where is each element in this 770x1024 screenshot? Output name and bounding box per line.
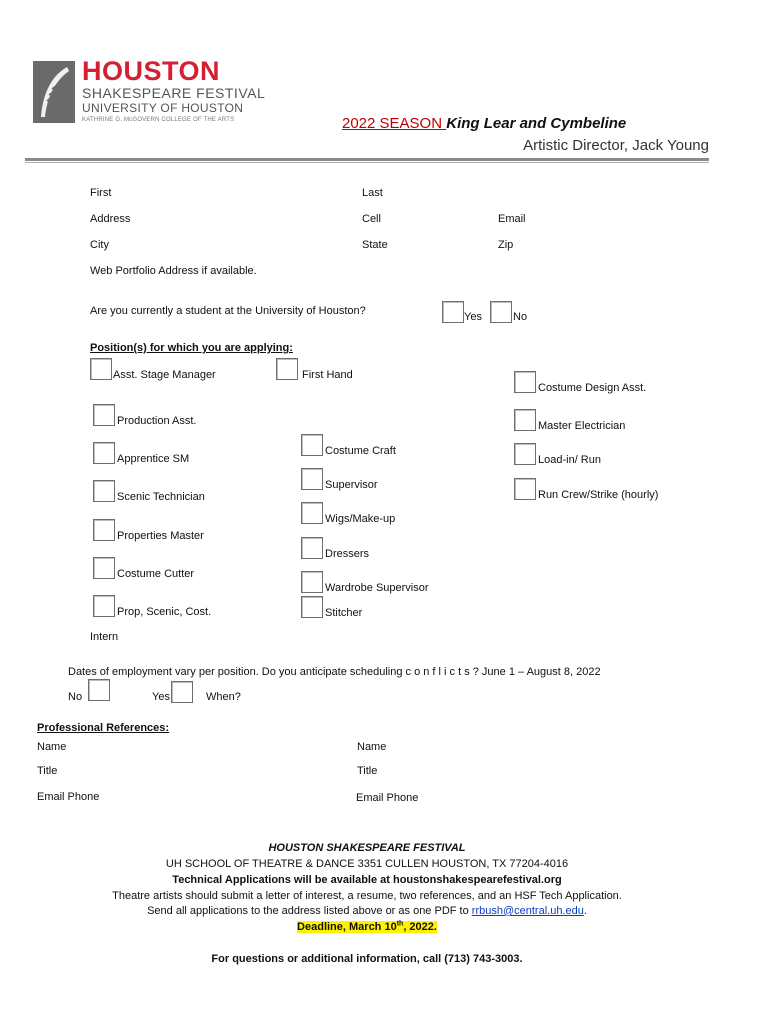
position-checkbox[interactable] bbox=[90, 358, 112, 380]
position-label: Costume Craft bbox=[325, 445, 396, 457]
footer-send-text: Send all applications to the address listed above or as one PDF to bbox=[147, 905, 472, 917]
first-name-field[interactable]: First bbox=[90, 187, 112, 199]
position-label: Wardrobe Supervisor bbox=[325, 582, 429, 594]
reference2-name-field[interactable]: Name bbox=[357, 741, 387, 753]
last-name-field[interactable]: Last bbox=[362, 187, 383, 199]
state-field[interactable]: State bbox=[362, 239, 388, 251]
deadline-text: Deadline, March 10 bbox=[297, 920, 397, 933]
deadline-sup: th bbox=[396, 920, 404, 927]
cell-field[interactable]: Cell bbox=[362, 213, 381, 225]
position-checkbox[interactable] bbox=[301, 502, 323, 524]
position-checkbox[interactable] bbox=[514, 478, 536, 500]
email-field[interactable]: Email bbox=[498, 213, 526, 225]
position-label-intern: Intern bbox=[90, 631, 119, 643]
position-checkbox[interactable] bbox=[301, 468, 323, 490]
position-checkbox[interactable] bbox=[276, 358, 298, 380]
position-checkbox[interactable] bbox=[301, 434, 323, 456]
conflict-no-label: No bbox=[68, 691, 83, 703]
footer-org: HOUSTON SHAKESPEARE FESTIVAL bbox=[268, 842, 466, 854]
position-label: First Hand bbox=[302, 369, 353, 381]
conflict-yes-checkbox[interactable] bbox=[171, 681, 193, 703]
reference1-title-field[interactable]: Title bbox=[37, 765, 58, 777]
logo-university: UNIVERSITY OF HOUSTON bbox=[82, 101, 244, 115]
position-label: Prop, Scenic, Cost. bbox=[117, 606, 212, 618]
positions-heading: Position(s) for which you are applying: bbox=[90, 342, 293, 354]
logo-title: HOUSTON bbox=[82, 56, 221, 86]
header-divider-thin bbox=[25, 162, 709, 163]
deadline bbox=[0, 920, 734, 933]
position-checkbox[interactable] bbox=[301, 596, 323, 618]
position-label: Production Asst. bbox=[117, 415, 197, 427]
student-yes-label: Yes bbox=[464, 311, 482, 323]
student-question: Are you currently a student at the University of Houston? bbox=[90, 305, 366, 317]
reference2-email-phone-field[interactable]: Email Phone bbox=[356, 792, 419, 804]
student-yes-checkbox[interactable] bbox=[442, 301, 464, 323]
position-checkbox[interactable] bbox=[514, 443, 536, 465]
deadline-highlight bbox=[297, 921, 437, 933]
position-checkbox[interactable] bbox=[514, 371, 536, 393]
footer-address: UH SCHOOL OF THEATRE & DANCE 3351 CULLEN HOUSTON, TX 77204-4016 bbox=[165, 858, 569, 870]
logo-college: KATHRINE G. McGOVERN COLLEGE OF THE ARTS bbox=[82, 117, 235, 123]
position-label: Scenic Technician bbox=[117, 491, 205, 503]
footer-instructions: Theatre artists should submit a letter of interest, a resume, two references, and an HSF Tech Application. bbox=[112, 890, 622, 902]
city-field[interactable]: City bbox=[90, 239, 109, 251]
season-title bbox=[342, 115, 626, 133]
address-field[interactable]: Address bbox=[90, 213, 131, 225]
conflict-when-field[interactable]: When? bbox=[206, 691, 241, 703]
student-no-label: No bbox=[513, 311, 528, 323]
student-no-checkbox[interactable] bbox=[490, 301, 512, 323]
footer-questions: For questions or additional information, call (713) 743-3003. bbox=[211, 953, 523, 965]
position-label: Load-in/ Run bbox=[538, 454, 601, 466]
position-label: Master Electrician bbox=[538, 420, 626, 432]
dates-question: Dates of employment vary per position. Do you anticipate scheduling c o n f l i c t s ? June 1 – August 8, 2022 bbox=[68, 666, 601, 678]
artistic-director: Artistic Director, Jack Young bbox=[523, 137, 709, 154]
footer-send bbox=[0, 905, 734, 917]
header-divider bbox=[25, 158, 709, 161]
position-label: Costume Cutter bbox=[117, 568, 195, 580]
festival-logo-icon bbox=[33, 61, 75, 123]
logo-subtitle: SHAKESPEARE FESTIVAL bbox=[82, 85, 266, 101]
position-checkbox[interactable] bbox=[514, 409, 536, 431]
reference1-email-phone-field[interactable]: Email Phone bbox=[37, 791, 100, 803]
position-checkbox[interactable] bbox=[93, 557, 115, 579]
position-label: Asst. Stage Manager bbox=[113, 369, 216, 381]
position-checkbox[interactable] bbox=[301, 537, 323, 559]
zip-field[interactable]: Zip bbox=[498, 239, 514, 251]
portfolio-field[interactable]: Web Portfolio Address if available. bbox=[90, 265, 257, 277]
reference2-title-field[interactable]: Title bbox=[357, 765, 378, 777]
position-label: Supervisor bbox=[325, 479, 378, 491]
position-label: Dressers bbox=[325, 548, 370, 560]
position-checkbox[interactable] bbox=[93, 519, 115, 541]
position-label: Apprentice SM bbox=[117, 453, 190, 465]
position-label: Costume Design Asst. bbox=[538, 382, 647, 394]
reference1-name-field[interactable]: Name bbox=[37, 741, 67, 753]
email-link[interactable]: rrbush@central.uh.edu bbox=[471, 905, 584, 917]
season-year: 2022 SEASON bbox=[342, 115, 447, 132]
deadline-year: , 2022. bbox=[403, 920, 437, 933]
position-label: Stitcher bbox=[325, 607, 363, 619]
references-heading: Professional References: bbox=[37, 722, 170, 734]
position-checkbox[interactable] bbox=[93, 480, 115, 502]
position-label: Run Crew/Strike (hourly) bbox=[538, 489, 659, 501]
conflict-no-checkbox[interactable] bbox=[88, 679, 110, 701]
season-plays: King Lear and Cymbeline bbox=[446, 115, 627, 132]
position-label: Wigs/Make-up bbox=[325, 513, 396, 525]
footer-send-end: . bbox=[583, 905, 587, 917]
position-label: Properties Master bbox=[117, 530, 204, 542]
conflict-yes-label: Yes bbox=[152, 691, 170, 703]
position-checkbox[interactable] bbox=[301, 571, 323, 593]
footer-availability: Technical Applications will be available at houstonshakespearefestival.org bbox=[172, 874, 562, 886]
position-checkbox[interactable] bbox=[93, 442, 115, 464]
position-checkbox[interactable] bbox=[93, 404, 115, 426]
position-checkbox[interactable] bbox=[93, 595, 115, 617]
